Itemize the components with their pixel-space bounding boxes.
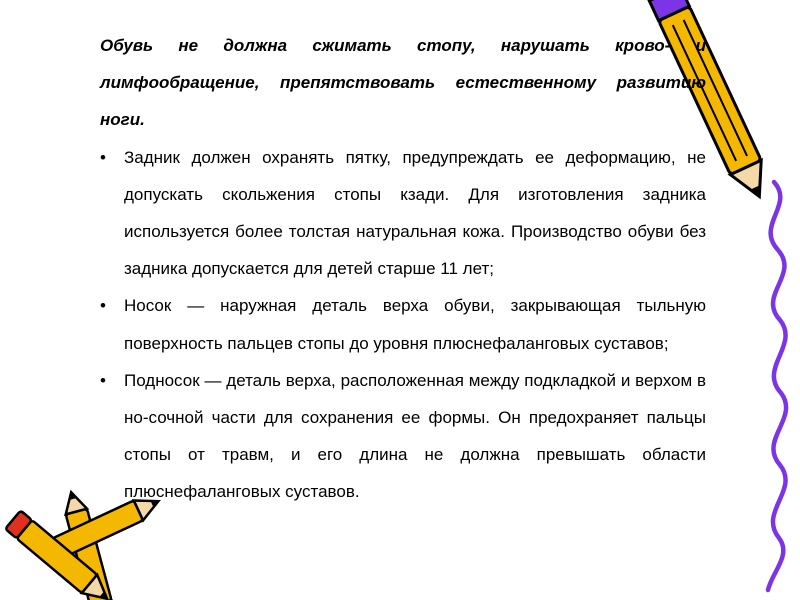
squiggle-line-icon (768, 182, 786, 590)
list-item (100, 362, 706, 511)
list-item (100, 139, 706, 288)
bullet-marker: • (100, 147, 106, 167)
content-text (100, 27, 706, 511)
bullet-list (100, 139, 706, 511)
bullet-marker: • (100, 370, 106, 390)
list-item-text: Подносок — деталь верха, расположенная между подкладкой и верхом в но-сочной части для сохранения ее формы. Он предохраняет пальцы стопы от травм, и его длина не должна превышать области плюснефаланговых суставов. (124, 370, 706, 502)
list-item-text: Задник должен охранять пятку, предупреждать ее деформацию, не допускать скольжения стопы кзади. Для изготовления задника используется более толстая натуральная кожа. Производство обуви без задника допускается для детей старше 11 лет; (124, 147, 706, 279)
list-item (100, 287, 706, 361)
list-item-text: Носок — наружная деталь верха обуви, закрывающая тыльную поверхность пальцев стопы до уровня плюснефаланговых суставов; (124, 296, 706, 353)
bullet-marker: • (100, 296, 106, 316)
intro-paragraph: Обувь не должна сжимать стопу, нарушать крово- и лимфообращение, препятствовать естественному развитию ноги. (100, 36, 706, 130)
